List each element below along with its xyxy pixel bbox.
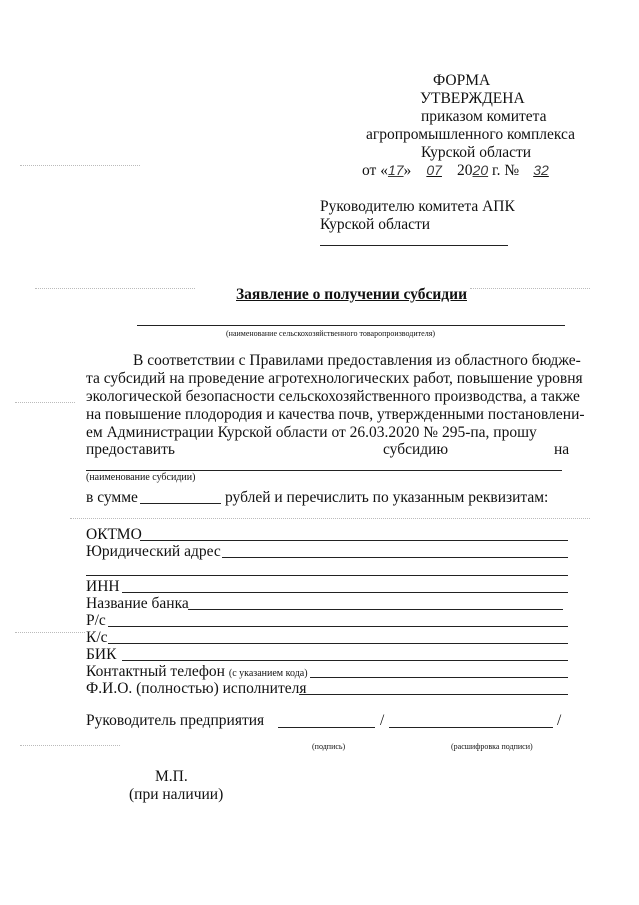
- rs-line: [108, 626, 568, 627]
- date-year: 20: [472, 162, 489, 178]
- committee-name: агропромышленного комплекса: [366, 126, 575, 143]
- date-day: 17: [387, 162, 404, 178]
- signature-caption: (подпись): [312, 742, 346, 751]
- sum-suffix: рублей и перечислить по указанным реквизитам:: [225, 489, 549, 506]
- sum-line: [140, 503, 221, 504]
- body-line: на: [554, 441, 570, 458]
- body-line: та субсидий на проведение агротехнологических работ, повышение уровня: [86, 370, 583, 387]
- legal-address-line-2: [86, 575, 568, 576]
- stamp-note: (при наличии): [129, 786, 224, 803]
- scan-noise: [35, 288, 195, 290]
- scan-noise: [15, 632, 85, 634]
- applicant-name-line: [137, 325, 565, 326]
- applicant-caption: (наименование сельскохозяйственного товаропроизводителя): [226, 329, 436, 338]
- bank-name-label: Название банка: [86, 595, 189, 612]
- body-line: предоставить: [86, 441, 175, 458]
- rs-label: Р/с: [86, 612, 106, 629]
- sum-prefix: в сумме: [86, 489, 138, 506]
- subsidy-name-line: [86, 470, 562, 471]
- body-line: на повышение плодородия и качества почв, утвержденными постановлени-: [86, 406, 585, 423]
- scan-noise: [470, 288, 590, 290]
- decoding-caption: (расшифровка подписи): [451, 742, 533, 751]
- bank-name-line: [188, 609, 563, 610]
- order-number: 32: [533, 162, 549, 178]
- scan-noise: [20, 745, 120, 747]
- head-label: Руководитель предприятия: [86, 712, 265, 729]
- scan-noise: [70, 518, 590, 520]
- recipient-line2: Курской области: [320, 216, 431, 233]
- phone-line: [310, 677, 568, 678]
- scan-noise: [20, 165, 140, 167]
- body-line: ем Администрации Курской области от 26.03.2020 № 295-па, прошу: [86, 424, 537, 441]
- slash: /: [557, 712, 562, 729]
- phone-note: (с указанием кода): [228, 668, 308, 679]
- stamp-label: М.П.: [155, 768, 188, 785]
- inn-label: ИНН: [86, 578, 120, 595]
- inn-line: [122, 592, 568, 593]
- approved-label: УТВЕРЖДЕНА: [420, 90, 525, 107]
- slash: /: [380, 712, 385, 729]
- bik-line: [122, 660, 568, 661]
- body-line: экологической безопасности сельскохозяйственного производства, а также: [86, 388, 580, 405]
- executor-label: Ф.И.О. (полностью) исполнителя: [86, 680, 307, 697]
- form-label: ФОРМА: [433, 72, 491, 89]
- body-line: субсидию: [383, 441, 449, 458]
- oktmo-line: [140, 540, 568, 541]
- ks-line: [108, 643, 568, 644]
- scan-noise: [15, 402, 75, 404]
- document-title: Заявление о получении субсидии: [236, 286, 467, 303]
- order-date: от «17» 07 2020 г. № 32: [362, 162, 549, 179]
- legal-address-line: [222, 557, 568, 558]
- region-name: Курской области: [421, 144, 532, 161]
- body-line: В соответствии с Правилами предоставления из областного бюдже-: [133, 352, 581, 369]
- subsidy-caption: (наименование субсидии): [86, 472, 196, 483]
- recipient-line1: Руководителю комитета АПК: [320, 198, 515, 215]
- phone-label: Контактный телефон (с указанием кода): [86, 663, 308, 680]
- order-label: приказом комитета: [421, 108, 547, 125]
- signature-line: [278, 727, 375, 728]
- oktmo-label: ОКТМО: [86, 526, 142, 543]
- legal-address-label: Юридический адрес: [86, 543, 221, 560]
- date-month: 07: [426, 162, 442, 178]
- bik-label: БИК: [86, 646, 117, 663]
- recipient-signature-line: [320, 245, 508, 246]
- decoding-line: [389, 727, 553, 728]
- ks-label: К/с: [86, 629, 108, 646]
- executor-line: [299, 694, 568, 695]
